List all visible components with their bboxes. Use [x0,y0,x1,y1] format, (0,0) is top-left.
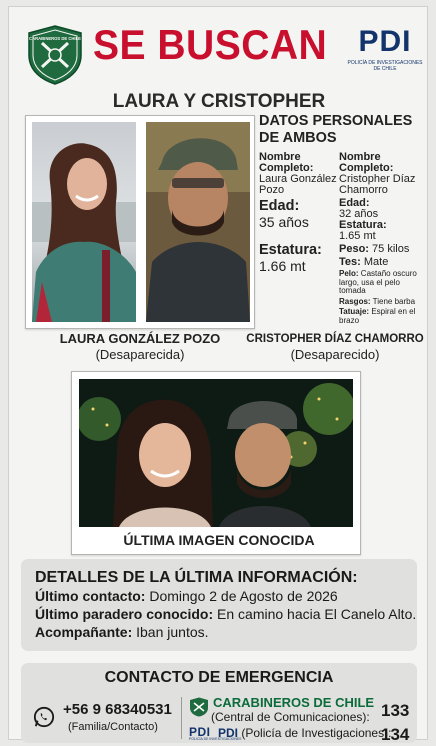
names-heading: LAURA Y CRISTOPHER [112,91,326,112]
cristopher-data-column [339,152,421,325]
cristopher-rasgos: Rasgos: Tiene barba [339,296,416,306]
cristopher-nombre: Cristopher Díaz Chamorro [339,173,416,196]
emergency-contact-box [21,663,417,743]
cristopher-edad-label: Edad: [339,197,370,209]
cristopher-photo [146,122,250,322]
cristopher-estatura: 1.65 mt [339,230,376,242]
cristopher-caption-status: (Desaparecido) [290,347,380,362]
last-image-caption: ÚLTIMA IMAGEN CONOCIDA [123,532,315,548]
carabineros-name: CARABINEROS DE CHILE [213,695,375,710]
laura-caption-name: LAURA GONZÁLEZ POZO [59,331,221,346]
laura-caption-status: (Desaparecida) [95,347,185,362]
carabineros-badge-icon [27,25,83,85]
cristopher-caption-name: CRISTOPHER DÍAZ CHAMORRO [246,333,424,345]
cristopher-peso: Peso: 75 kilos [339,243,410,255]
carabineros-badge-icon [189,697,209,717]
pdi-logo: PDI POLICÍA DE INVESTIGACIONES DE CHILE [347,25,423,72]
cristopher-edad: 32 años [339,208,379,220]
laura-nombre-label: Nombre Completo: [259,151,314,174]
cristopher-tes: Tes: Mate [339,256,389,268]
pdi-contact-line: PDI (Policía de Investigaciones): [218,726,392,740]
datos-personales-heading: DATOS PERSONALES DE AMBOS [259,113,413,146]
family-phone-label: (Familia/Contacto) [68,721,158,733]
details-title: DETALLES DE LA ÚLTIMA INFORMACIÓN: [35,569,358,586]
laura-nombre: Laura González Pozo [259,173,337,196]
contact-divider [181,697,182,739]
pdi-number[interactable]: 134 [381,725,410,744]
carabineros-number[interactable]: 133 [381,701,410,720]
cristopher-tatuaje: Tatuaje: Espiral en el brazo [339,307,416,325]
laura-data-column [259,152,337,274]
family-phone[interactable]: +56 9 68340531 [63,701,172,718]
cristopher-estatura-label: Estatura: [339,219,387,231]
laura-edad: 35 años [259,214,309,230]
laura-edad-label: Edad: [259,198,300,214]
last-location-line: Último paradero conocido: En camino hacia El Canelo Alto. [35,606,417,622]
top-photo-frame [25,115,255,329]
pdi-mini-logo: PDI [189,725,211,739]
poster-title: SE BUSCAN [93,21,328,68]
laura-photo [32,122,136,322]
contact-title: CONTACTO DE EMERGENCIA [104,669,334,686]
companion-line: Acompañante: Iban juntos. [35,624,209,640]
svg-text:CARABINEROS DE CHILE: CARABINEROS DE CHILE [29,36,81,41]
last-image-frame [71,371,361,555]
laura-estatura-label: Estatura: [259,242,322,258]
cristopher-nombre-label: Nombre Completo: [339,151,394,174]
whatsapp-icon [33,706,55,728]
details-box [21,559,417,651]
last-contact-line: Último contacto: Domingo 2 de Agosto de 2026 [35,588,338,604]
missing-persons-poster [8,6,428,744]
laura-estatura: 1.66 mt [259,258,306,274]
carabineros-subtitle: (Central de Comunicaciones): [211,710,370,724]
cristopher-pelo: Pelo: Castaño oscuro largo, usa el pelo tomada [339,269,417,295]
last-known-photo [79,379,353,527]
pdi-mini-logo-sub: POLICÍA DE INVESTIGACIONES [189,737,242,741]
